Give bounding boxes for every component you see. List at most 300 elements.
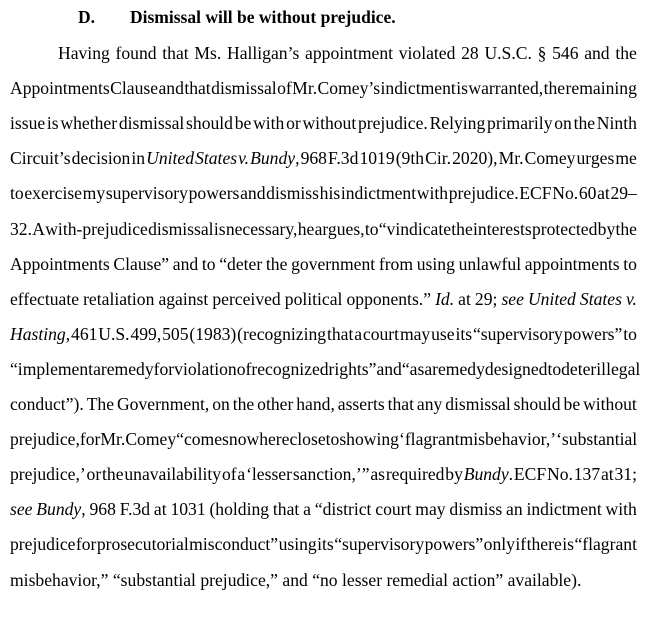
word-text: with-prejudice [45, 218, 148, 239]
line-word [386, 464, 445, 484]
word-text: Clause [110, 78, 159, 99]
word-text: violated [398, 43, 456, 63]
line-word [464, 464, 513, 484]
line-word [365, 219, 379, 239]
word-text: “district [314, 499, 372, 520]
line-word [93, 359, 101, 379]
word-text: , [81, 499, 86, 520]
word-text: effectuate [10, 288, 80, 309]
word-text: powers” [563, 323, 623, 344]
word-text: for [75, 534, 97, 555]
word-text: perceived [212, 288, 281, 309]
word-text: if [515, 534, 527, 555]
citation-italic: see [501, 288, 524, 309]
line-word [547, 359, 561, 379]
word-text: ‘substantial [556, 429, 638, 450]
word-text: 1019 [359, 148, 395, 169]
line-word [514, 394, 561, 414]
paragraph-line [10, 219, 637, 239]
line-word [580, 289, 622, 309]
citation-italic: Bundy [36, 499, 82, 520]
line-word [202, 254, 216, 274]
line-word [475, 289, 497, 309]
word-text: be [234, 113, 252, 134]
line-word [240, 183, 265, 203]
word-text: Comey [125, 429, 177, 450]
word-text: whether [60, 113, 118, 134]
line-word [329, 359, 377, 379]
word-text: powers” [424, 534, 484, 555]
word-text: he [297, 218, 315, 239]
line-word [162, 43, 188, 63]
line-word [485, 359, 548, 379]
word-text: the [265, 253, 288, 274]
line-word [597, 113, 637, 133]
word-text: my [82, 183, 106, 204]
line-word [101, 359, 154, 379]
word-text: to [623, 253, 637, 274]
word-text: F.3d [119, 499, 151, 520]
word-text: for [79, 429, 101, 450]
line-word [170, 499, 205, 519]
word-text: is [46, 113, 59, 134]
line-word [303, 499, 311, 519]
word-text: with [416, 183, 449, 204]
line-word [468, 78, 543, 98]
word-text: “comes [176, 429, 229, 450]
word-text: the [573, 113, 596, 134]
line-word [10, 183, 24, 203]
line-word [432, 359, 485, 379]
word-text: The [86, 394, 115, 414]
line-word [45, 219, 148, 239]
word-text: 968 [300, 148, 327, 169]
word-text: on [554, 113, 572, 134]
word-text: in [131, 148, 146, 169]
line-word [194, 43, 221, 63]
line-word [556, 429, 637, 449]
paragraph-line [10, 78, 637, 98]
word-text: dismissal [211, 78, 277, 99]
line-word [601, 464, 614, 484]
line-word [499, 148, 524, 168]
line-word [36, 499, 85, 519]
word-text: Relying [429, 113, 486, 134]
line-word [195, 148, 237, 168]
word-text: the [615, 218, 637, 239]
word-text: as [370, 464, 385, 485]
word-text: “supervisory [472, 323, 563, 344]
line-word [214, 219, 226, 239]
word-text: “flagrant [574, 534, 637, 555]
line-word [596, 359, 640, 379]
line-word [292, 78, 317, 98]
paragraph-line [10, 358, 641, 379]
line-word [461, 43, 479, 63]
word-text: at [153, 499, 167, 520]
word-text: indictment [380, 78, 456, 99]
word-text: ECF [519, 183, 552, 204]
citation-italic: Hasting [10, 323, 66, 344]
word-text: of [277, 78, 292, 99]
line-word [119, 113, 185, 133]
word-text: by [445, 464, 463, 485]
line-word [564, 324, 623, 344]
line-word [212, 289, 280, 309]
paragraph-line [10, 183, 637, 203]
word-text: a [424, 358, 433, 379]
line-word [266, 183, 319, 203]
line-word [528, 289, 576, 309]
word-text: Mr. [498, 148, 524, 169]
line-word [301, 148, 327, 168]
line-word [579, 183, 597, 203]
word-text: a [93, 358, 101, 379]
line-word [318, 78, 381, 98]
word-text: may [399, 323, 431, 344]
word-text: 499, [130, 323, 162, 344]
word-text: Comey’s [317, 78, 381, 99]
line-word [212, 394, 230, 414]
word-text: Government, [116, 394, 210, 414]
line-word [315, 499, 372, 519]
line-word [538, 43, 547, 63]
line-word [296, 394, 335, 414]
word-text: there [526, 534, 562, 555]
line-word [519, 183, 551, 203]
word-text: warranted, [468, 78, 544, 99]
line-word [189, 183, 240, 203]
line-word [425, 148, 451, 168]
line-word [10, 148, 71, 168]
word-text: U.S.C. [484, 43, 532, 63]
line-word [131, 148, 145, 168]
line-word [375, 499, 411, 519]
line-word [158, 78, 183, 98]
line-word [87, 394, 114, 414]
line-word [116, 43, 157, 63]
line-word [226, 219, 298, 239]
word-text: that [326, 323, 354, 344]
line-word [32, 219, 45, 239]
word-text: violation [174, 358, 237, 379]
word-text: recognized [251, 358, 329, 379]
word-text: opponents.” [346, 288, 432, 309]
line-word [10, 219, 32, 239]
word-text: “vindicate [378, 218, 452, 239]
line-word [162, 324, 188, 344]
line-word [449, 183, 519, 203]
line-word [526, 499, 601, 519]
word-text: its [317, 534, 334, 555]
line-word [425, 534, 484, 554]
line-word [615, 43, 637, 63]
line-word [514, 464, 546, 484]
line-word [189, 534, 278, 554]
word-text: Ninth [596, 113, 637, 134]
word-text: a [303, 499, 311, 520]
citation-italic: United [527, 288, 576, 309]
word-text: ‘lesser [246, 464, 292, 485]
word-text: Halligan’s [227, 43, 300, 63]
line-word [80, 429, 101, 449]
word-text: other [257, 394, 294, 414]
word-text: supervisory [105, 183, 188, 204]
word-text: is [456, 78, 468, 99]
word-text: issue [10, 113, 46, 134]
line-word [327, 324, 353, 344]
line-word [583, 394, 637, 414]
word-text: 461 [71, 323, 98, 344]
word-text: unlawful [458, 253, 522, 274]
paragraph-line [10, 429, 637, 449]
word-text: his [319, 183, 341, 204]
line-word [237, 324, 326, 344]
line-word [60, 113, 117, 133]
line-word [458, 289, 471, 309]
word-text: prejudice, [10, 429, 80, 450]
line-word [562, 534, 574, 554]
paragraph-line [10, 113, 637, 133]
line-word [277, 78, 292, 98]
line-word [346, 289, 431, 309]
line-word [286, 113, 301, 133]
word-text: 32. [10, 218, 32, 239]
word-text: Cir. [425, 148, 452, 169]
word-text: to [364, 218, 379, 239]
section-heading-text: Dismissal will be without prejudice. [130, 7, 396, 27]
line-word [561, 359, 596, 379]
word-text: government [291, 253, 376, 274]
line-word [339, 429, 399, 449]
line-word [305, 43, 393, 63]
line-word [71, 324, 97, 344]
word-text: and [240, 183, 266, 204]
line-word [47, 113, 59, 133]
line-word [626, 289, 637, 309]
line-word [72, 148, 131, 168]
word-text: on [212, 394, 230, 414]
word-text: appointments [524, 253, 620, 274]
word-text: dismissal [118, 113, 185, 134]
word-text: dismiss [266, 183, 319, 204]
line-word [399, 43, 456, 63]
line-word [209, 499, 269, 519]
word-text: “supervisory [334, 534, 425, 555]
line-word [623, 324, 637, 344]
line-word [317, 534, 334, 554]
line-word [24, 183, 82, 203]
word-text: the [232, 394, 255, 414]
line-word [130, 324, 161, 344]
word-text: to [10, 183, 24, 204]
word-text: at [600, 464, 614, 485]
paragraph-line [10, 254, 637, 274]
paragraph-line [10, 394, 637, 414]
line-word [363, 324, 399, 344]
line-word [430, 113, 486, 133]
citation-italic: States [195, 148, 238, 169]
word-text: court [362, 323, 400, 344]
line-word [487, 113, 552, 133]
word-text: 31; [614, 464, 637, 485]
line-word [113, 254, 169, 274]
line-word [388, 394, 414, 414]
word-text: and [376, 358, 402, 379]
line-word [154, 499, 167, 519]
word-text: to [201, 253, 216, 274]
line-word [554, 113, 572, 133]
word-text: ECF [513, 464, 547, 485]
word-text: political [284, 288, 343, 309]
paragraph-line [10, 148, 637, 168]
word-text: be [563, 394, 581, 414]
line-word [473, 324, 563, 344]
line-word [484, 43, 531, 63]
word-text: remedy [100, 358, 154, 379]
line-word [10, 289, 79, 309]
line-word [158, 289, 208, 309]
line-word [399, 429, 460, 449]
word-text: misconduct” [189, 534, 279, 555]
word-text: with [253, 113, 285, 134]
line-word [10, 394, 84, 414]
word-text: hand, [296, 394, 335, 414]
line-word [154, 359, 175, 379]
word-text: and [172, 253, 199, 274]
word-text: designed [484, 358, 548, 379]
word-text: required [385, 464, 445, 485]
word-text: exercise [24, 183, 82, 204]
word-text: showing [339, 429, 399, 450]
line-word [417, 254, 455, 274]
word-text: for [153, 358, 175, 379]
word-text: 29; [474, 288, 498, 309]
line-word [552, 183, 578, 203]
word-text: the [543, 78, 566, 99]
paragraph-line [10, 289, 637, 309]
line-word [174, 359, 237, 379]
line-word [315, 219, 365, 239]
paragraph-line [10, 534, 637, 554]
line-word [10, 534, 75, 554]
line-word [615, 148, 637, 168]
line-word [293, 464, 370, 484]
line-word [106, 183, 188, 203]
line-word [87, 464, 102, 484]
word-text: dismissal [148, 218, 214, 239]
line-word [506, 499, 523, 519]
word-text: and [158, 78, 184, 99]
section-heading [10, 6, 637, 28]
line-word [431, 324, 454, 344]
word-text: . [508, 464, 514, 485]
word-text: an [506, 499, 523, 520]
line-word [125, 429, 176, 449]
word-text: (holding [209, 499, 270, 520]
line-word [146, 148, 194, 168]
paragraph-line [10, 570, 637, 590]
word-text: illegal [596, 358, 641, 379]
line-word [525, 254, 620, 274]
line-text: misbehavior,” “substantial prejudice,” and “no lesser remedial action” available). [10, 569, 582, 590]
word-text: only [483, 534, 515, 555]
word-text: at [597, 183, 610, 204]
line-word [606, 499, 637, 519]
word-text: should [513, 394, 561, 414]
line-word [326, 429, 340, 449]
line-word [251, 359, 328, 379]
paragraph-line [10, 324, 637, 344]
line-word [10, 464, 86, 484]
line-word [515, 534, 526, 554]
line-word [102, 464, 124, 484]
word-text: from [378, 253, 414, 274]
line-word [381, 78, 456, 98]
line-word [97, 534, 189, 554]
citation-italic: Id. [435, 288, 455, 309]
word-text: F.3d [328, 148, 359, 169]
line-word [10, 113, 45, 133]
line-word [110, 78, 158, 98]
word-text: Comey [524, 148, 576, 169]
line-word [577, 148, 615, 168]
word-text: 2020), [452, 148, 498, 169]
line-word [250, 148, 299, 168]
line-word [10, 254, 110, 274]
line-word [83, 183, 105, 203]
word-text: to [325, 429, 340, 450]
word-text: the [102, 464, 124, 485]
word-text: with [605, 499, 637, 520]
word-text: Appointments [10, 78, 110, 99]
word-text: 28 [461, 43, 479, 63]
word-text: that [272, 499, 300, 520]
line-word [501, 289, 523, 309]
line-word [354, 324, 362, 344]
word-text: prejudice [10, 534, 76, 555]
word-text: prejudice. [357, 113, 428, 134]
word-text: § [537, 43, 547, 63]
citation-italic: States [579, 288, 622, 309]
line-word [435, 289, 454, 309]
word-text: of [221, 464, 237, 485]
line-word [334, 534, 424, 554]
word-text: (recognizing [237, 323, 327, 344]
word-text: Ms. [194, 43, 222, 63]
word-text: a [237, 464, 246, 485]
word-text: misbehavior,’ [459, 429, 557, 450]
word-text: U.S. [98, 323, 130, 344]
word-text: Mr. [100, 429, 126, 450]
word-text: that [387, 394, 414, 414]
word-text: indictment [340, 183, 417, 204]
line-word [328, 148, 358, 168]
line-word [359, 148, 394, 168]
word-text: necessary, [225, 218, 298, 239]
word-text: powers [188, 183, 240, 204]
word-text: asserts [337, 394, 385, 414]
word-text: deter [561, 358, 597, 379]
line-word [257, 394, 293, 414]
line-word [460, 429, 557, 449]
line-word [547, 464, 573, 484]
word-text: Appointments [10, 253, 110, 274]
word-text: court [375, 499, 412, 520]
line-word [574, 113, 596, 133]
line-word [400, 324, 430, 344]
line-word [186, 113, 233, 133]
